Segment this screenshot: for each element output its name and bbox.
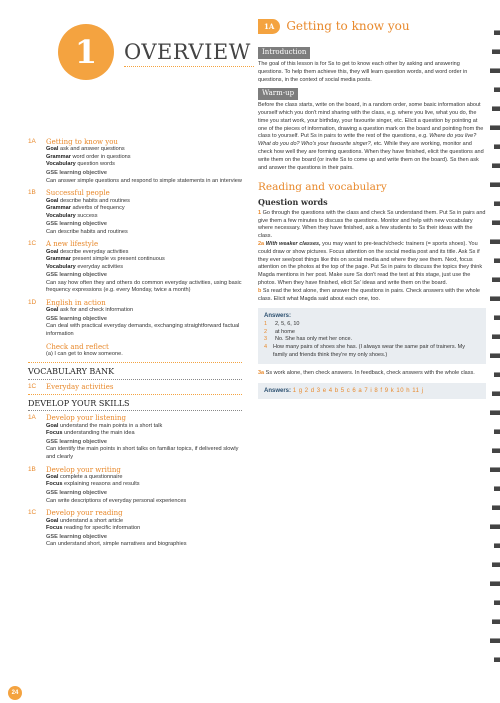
edge-tab [494, 600, 500, 605]
answers-list [264, 321, 480, 360]
edge-tab [492, 163, 500, 168]
edge-tab [492, 505, 500, 510]
lesson-detail-row [28, 198, 242, 206]
lesson-detail-row [28, 525, 242, 533]
detail-label: Vocabulary [46, 263, 76, 270]
overview-column [28, 138, 242, 553]
answer-number: 1 [264, 320, 268, 327]
detail-label: Goal [46, 307, 59, 314]
detail-label: Grammar [46, 153, 71, 160]
warmup-text-a: Before the class starts, write on the board, in a random order, some basic information about yourself which you don't mind sharing with the class, e.g. where you live, what you do, the time you start work, your birthday, your favourite singer, etc. Elicit a question by pointing at one of the pieces of information, drawing a question mark on the board and pointing from the class to yourself. Put Ss in pairs to write the rest of the questions, e.g. [258, 102, 484, 140]
edge-tab [490, 638, 500, 643]
edge-tab [492, 334, 500, 339]
detail-value: word order in questions [72, 153, 131, 160]
title-divider [124, 66, 254, 67]
lesson-code: 1C [28, 240, 37, 248]
edge-tab [494, 315, 500, 320]
unit-title: OVERVIEW [124, 40, 251, 64]
lesson-heading [28, 240, 242, 248]
lesson-code: 1A [28, 138, 36, 145]
lesson-code: 1B [28, 465, 36, 473]
step-emphasis: With weaker classes, [265, 240, 321, 247]
gse-text: Can deal with practical everyday demands, exchanging straightforward factual information [46, 323, 240, 337]
lesson-heading [28, 138, 242, 146]
answers-title: Answers: [264, 313, 292, 320]
answers-values: 1 g 2 d 3 e 4 b 5 c 6 a 7 i 8 f 9 k 10 h 11 j [292, 387, 424, 394]
edge-tab [492, 106, 500, 111]
vocab-bank-title: Everyday activities [46, 383, 114, 392]
check-text: (a) I can get to know someone. [46, 350, 123, 357]
detail-value: explaining reasons and results [64, 481, 140, 488]
edge-tab [492, 220, 500, 225]
edge-tab [494, 429, 500, 434]
answer-row [264, 329, 480, 337]
answer-text: at home [275, 328, 295, 335]
warmup-text-b: etc. While they are working, monitor and check how well they are forming questions. When they have finished, elicit the questions and write them on the board (or invite Ss to come up and write them on the board). Ss then ask and answer the questions in their pairs. [258, 141, 484, 171]
edge-tab [490, 410, 500, 415]
detail-label: Goal [46, 146, 59, 153]
detail-value: everyday activities [77, 263, 124, 270]
lesson-code: 1B [28, 189, 36, 197]
lesson-title: Getting to know you [46, 138, 118, 146]
gse-objective [28, 272, 242, 295]
edge-tab [492, 391, 500, 396]
edge-tab [494, 201, 500, 206]
detail-value: adverbs of frequency [72, 205, 125, 212]
detail-label: Focus [46, 430, 63, 437]
lesson-badge: 1A [258, 19, 280, 35]
detail-value: ask and answer questions [60, 146, 125, 153]
edge-tab [494, 87, 500, 92]
gse-title: GSE learning objective [46, 170, 107, 177]
step-2a [258, 241, 486, 288]
edge-tab [490, 524, 500, 529]
detail-label: Goal [46, 197, 59, 204]
lesson-heading [28, 414, 242, 422]
step-number: 3a [258, 369, 265, 376]
lesson-heading [28, 509, 242, 517]
edge-tab [490, 467, 500, 472]
lesson-notes-column [258, 18, 486, 399]
edge-tab [492, 277, 500, 282]
edge-tab [494, 258, 500, 263]
gse-text: Can say how often they and others do common everyday activities, using basic frequency expressions (e.g. every Monday, twice a month) [46, 279, 242, 294]
answer-number: 3 [264, 336, 268, 343]
lesson-detail-row [28, 213, 242, 221]
lesson-list [28, 138, 242, 339]
answer-number: 4 [264, 344, 268, 351]
step-text: you may want to pre-teach/check: trainers (= sports shoes). You could draw or show pictures. Focus attention on the social media post and its title. Ask Ss if they ever see/post things like this on social media and where they see them. Next, focus attention on the photos at the top of the page. Put Ss in pairs to discuss the topics they think Magda mentions in her post. Make sure Ss don't read the text at this stage, just use the photos. When they have finished, elicit Ss' ideas and write them on the board. [258, 240, 483, 286]
unit-number: 1 [74, 33, 98, 71]
lesson-detail-row [28, 264, 242, 272]
gse-objective [28, 439, 242, 462]
lesson-item [28, 414, 242, 461]
answer-text: 2, 5, 6, 10 [275, 320, 300, 327]
lesson-detail-row [28, 161, 242, 169]
gse-title: GSE learning objective [46, 438, 107, 445]
detail-value: question words [77, 161, 115, 168]
divider [28, 394, 242, 395]
detail-label: Grammar [46, 256, 71, 263]
lesson-title: Successful people [46, 189, 110, 198]
develop-skills-heading: DEVELOP YOUR SKILLS [28, 399, 242, 412]
detail-value: understand the main points in a short talk [60, 422, 163, 429]
lesson-detail-row [28, 518, 242, 526]
edge-tab [490, 68, 500, 73]
lesson-title: A new lifestyle [46, 240, 99, 249]
gse-text: Can write descriptions of everyday personal experiences [46, 497, 187, 504]
edge-tab [492, 562, 500, 567]
lesson-code: 1A [28, 414, 36, 422]
warmup-text [258, 102, 486, 172]
lesson-header [258, 18, 486, 35]
vocab-bank-heading: VOCABULARY BANK [28, 367, 242, 380]
edge-tab [490, 125, 500, 130]
detail-value: ask for and check information [60, 307, 134, 314]
lesson-code: 1D [28, 298, 37, 306]
vocab-bank-code: 1C [28, 383, 37, 391]
lesson-title: Develop your listening [46, 414, 127, 423]
lesson-item [28, 189, 242, 236]
edge-tab [490, 581, 500, 586]
warmup-tag: Warm-up [258, 88, 298, 100]
answer-row [264, 336, 480, 344]
page-number: 24 [8, 686, 22, 700]
lesson-item [28, 509, 242, 549]
gse-title: GSE learning objective [46, 272, 107, 279]
lesson-heading [28, 299, 242, 307]
answer-text: No. She has only met her once. [275, 336, 353, 343]
answers-box-2 [258, 383, 486, 400]
edge-tab [490, 353, 500, 358]
lesson-item [28, 466, 242, 506]
answers-box [258, 308, 486, 364]
gse-objective [28, 316, 242, 339]
edge-tab [494, 657, 500, 662]
gse-objective [28, 534, 242, 549]
check-and-reflect [28, 343, 242, 359]
lesson-title: English in action [46, 298, 106, 307]
lesson-detail-row [28, 256, 242, 264]
detail-label: Focus [46, 525, 63, 532]
edge-tab [492, 619, 500, 624]
gse-title: GSE learning objective [46, 315, 107, 322]
lesson-detail-row [28, 481, 242, 489]
lesson-detail-row [28, 146, 242, 154]
lesson-detail-row [28, 154, 242, 162]
lesson-detail-row [28, 307, 242, 315]
detail-label: Goal [46, 517, 59, 524]
lesson-detail-row [28, 474, 242, 482]
warmup-example: Where do you live? What do you do? Who's your favourite singer?, [258, 133, 477, 148]
gse-objective [28, 490, 242, 505]
lesson-title: Develop your writing [46, 465, 121, 474]
subsection-heading: Question words [258, 197, 328, 208]
gse-objective [28, 170, 242, 185]
step-2b [258, 288, 486, 304]
gse-title: GSE learning objective [46, 490, 107, 497]
gse-title: GSE learning objective [46, 533, 107, 540]
lesson-item [28, 240, 242, 295]
detail-value: understand a short article [60, 517, 124, 524]
step-number: 1 [258, 209, 262, 216]
lesson-detail-row [28, 249, 242, 257]
detail-label: Focus [46, 481, 63, 488]
edge-tab [492, 448, 500, 453]
step-3a [258, 370, 486, 378]
lesson-item [28, 138, 242, 185]
detail-value: present simple vs present continuous [72, 256, 165, 263]
step-text: Go through the questions with the class and check Ss understand them. Put Ss in pairs and give them a few minutes to discuss the questions. Monitor and help with new vocabulary where necessary. When they have finished, ask a few students to Ss their ideas with the class. [258, 209, 486, 240]
lesson-code: 1C [28, 509, 37, 517]
answer-row [264, 321, 480, 329]
page-edge-tabs [488, 0, 500, 703]
lesson-title: Develop your reading [46, 509, 123, 518]
edge-tab [494, 486, 500, 491]
lesson-heading [28, 189, 242, 197]
detail-value: describe everyday activities [60, 248, 129, 255]
detail-label: Vocabulary [46, 212, 76, 219]
lesson-detail-row [28, 430, 242, 438]
check-title: Check and reflect [46, 342, 109, 351]
vocab-bank-item [28, 383, 242, 391]
detail-value: reading for specific information [64, 525, 141, 532]
detail-value: complete a questionnaire [60, 473, 123, 480]
gse-text: Can describe habits and routines [46, 228, 128, 235]
intro-text: The goal of this lesson is for Ss to get to know each other by asking and answering questions. To help them achieve this, they will learn question words, and word order in questions, in the context of social media posts. [258, 60, 468, 83]
edge-tab [494, 30, 500, 35]
detail-label: Grammar [46, 205, 71, 212]
lesson-detail-row [28, 205, 242, 213]
divider [28, 362, 242, 363]
answer-row [264, 344, 480, 360]
step-text: Ss work alone, then check answers. In feedback, check answers with the whole class. [265, 369, 475, 376]
gse-text: Can identify the main points in short talks on familiar topics, if delivered slowly and clearly [46, 446, 239, 460]
lesson-heading [28, 466, 242, 474]
answer-text: How many pairs of shoes she has. (I always wear the same pair of trainers. My family and friends think they're my only shoes.) [273, 344, 465, 358]
unit-number-badge [58, 24, 114, 80]
detail-value: understanding the main idea [64, 430, 135, 437]
step-1 [258, 210, 486, 241]
gse-title: GSE learning objective [46, 221, 107, 228]
step-text: Ss read the text alone, then answer the questions in pairs. Check answers with the whole class. Elicit what Magda said about each one, too. [258, 287, 480, 302]
answers-title: Answers: [264, 387, 292, 394]
edge-tab [494, 144, 500, 149]
gse-objective [28, 221, 242, 236]
step-number: 2a [258, 240, 265, 247]
lesson-detail-row [28, 423, 242, 431]
lesson-item [28, 299, 242, 339]
section-heading: Reading and vocabulary [258, 181, 387, 194]
detail-label: Goal [46, 473, 59, 480]
gse-text: Can understand short, simple narratives and biographies [46, 541, 187, 548]
edge-tab [494, 543, 500, 548]
step-number: b [258, 287, 262, 294]
skills-list [28, 414, 242, 548]
edge-tab [490, 296, 500, 301]
lesson-title: Getting to know you [286, 19, 410, 33]
detail-label: Goal [46, 248, 59, 255]
gse-text: Can answer simple questions and respond to simple statements in an interview [46, 177, 242, 184]
detail-label: Goal [46, 422, 59, 429]
edge-tab [490, 239, 500, 244]
detail-value: describe habits and routines [60, 197, 130, 204]
intro-tag: Introduction [258, 47, 310, 59]
detail-value: success [77, 212, 98, 219]
edge-tab [494, 372, 500, 377]
edge-tab [492, 49, 500, 54]
detail-label: Vocabulary [46, 161, 76, 168]
answer-number: 2 [264, 328, 268, 335]
edge-tab [490, 182, 500, 187]
